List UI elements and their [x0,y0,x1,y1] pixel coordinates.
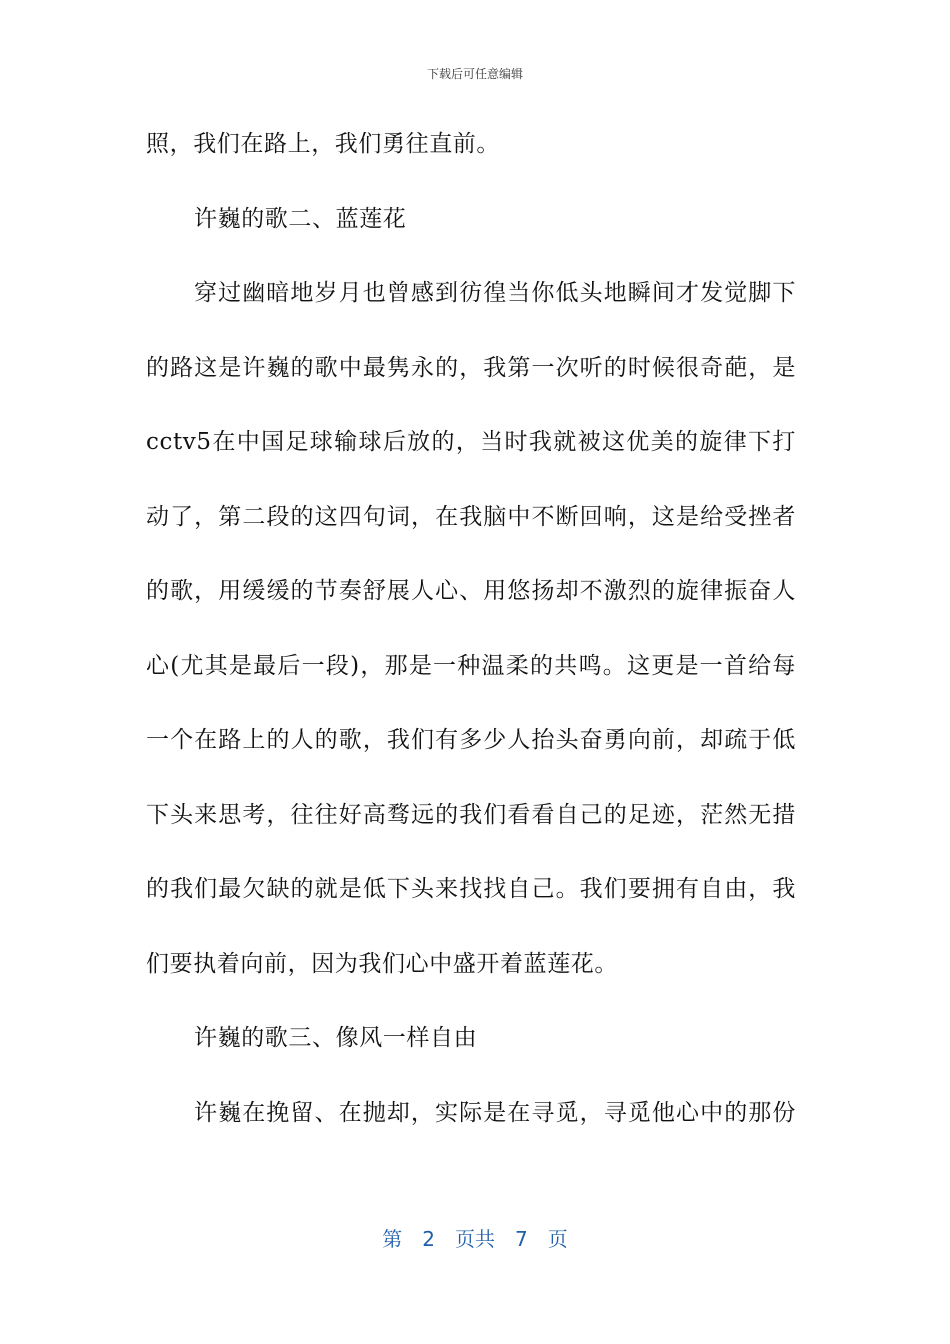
text-line: 们要执着向前，因为我们心中盛开着蓝莲花。 [146,950,618,977]
text-line: 的我们最欠缺的就是低下头来找找自己。我们要拥有自由，我 [146,876,796,902]
text-line: 动了，第二段的这四句词，在我脑中不断回响，这是给受挫者 [146,503,796,530]
total-pages-number: 7 [515,1227,528,1251]
text-line: 一个在路上的人的歌，我们有多少人抬头奋勇向前，却疏于低 [146,727,796,753]
text-line: 穿过幽暗地岁月也曾感到彷徨当你低头地瞬间才发觉脚下 [194,280,796,306]
text-line: 照，我们在路上，我们勇往直前。 [146,131,500,157]
current-page-number: 2 [422,1227,435,1251]
page-footer [0,1226,950,1252]
page-header: 下载后可任意编辑 [426,67,523,81]
section-heading: 许巍的歌三、像风一样自由 [194,1025,478,1051]
section-heading: 许巍的歌二、蓝莲花 [194,205,407,232]
footer-middle: 页共 [455,1227,495,1251]
text-line: 下头来思考，往往好高骛远的我们看看自己的足迹，茫然无措 [146,801,796,828]
footer-suffix: 页 [547,1227,568,1251]
text-line: 的路这是许巍的歌中最隽永的，我第一次听的时候很奇葩，是 [146,354,796,381]
text-line: 的歌，用缓缓的节奏舒展人心、用悠扬却不激烈的旋律振奋人 [146,578,796,604]
document-body [146,126,796,1169]
text-line: cctv5在中国足球输球后放的，当时我就被这优美的旋律下打 [146,429,796,455]
text-line: 许巍在挽留、在抛却，实际是在寻觅，寻觅他心中的那份 [194,1099,796,1126]
text-line: 心(尤其是最后一段)，那是一种温柔的共鸣。这更是一首给每 [146,652,796,679]
footer-prefix: 第 [382,1227,403,1251]
